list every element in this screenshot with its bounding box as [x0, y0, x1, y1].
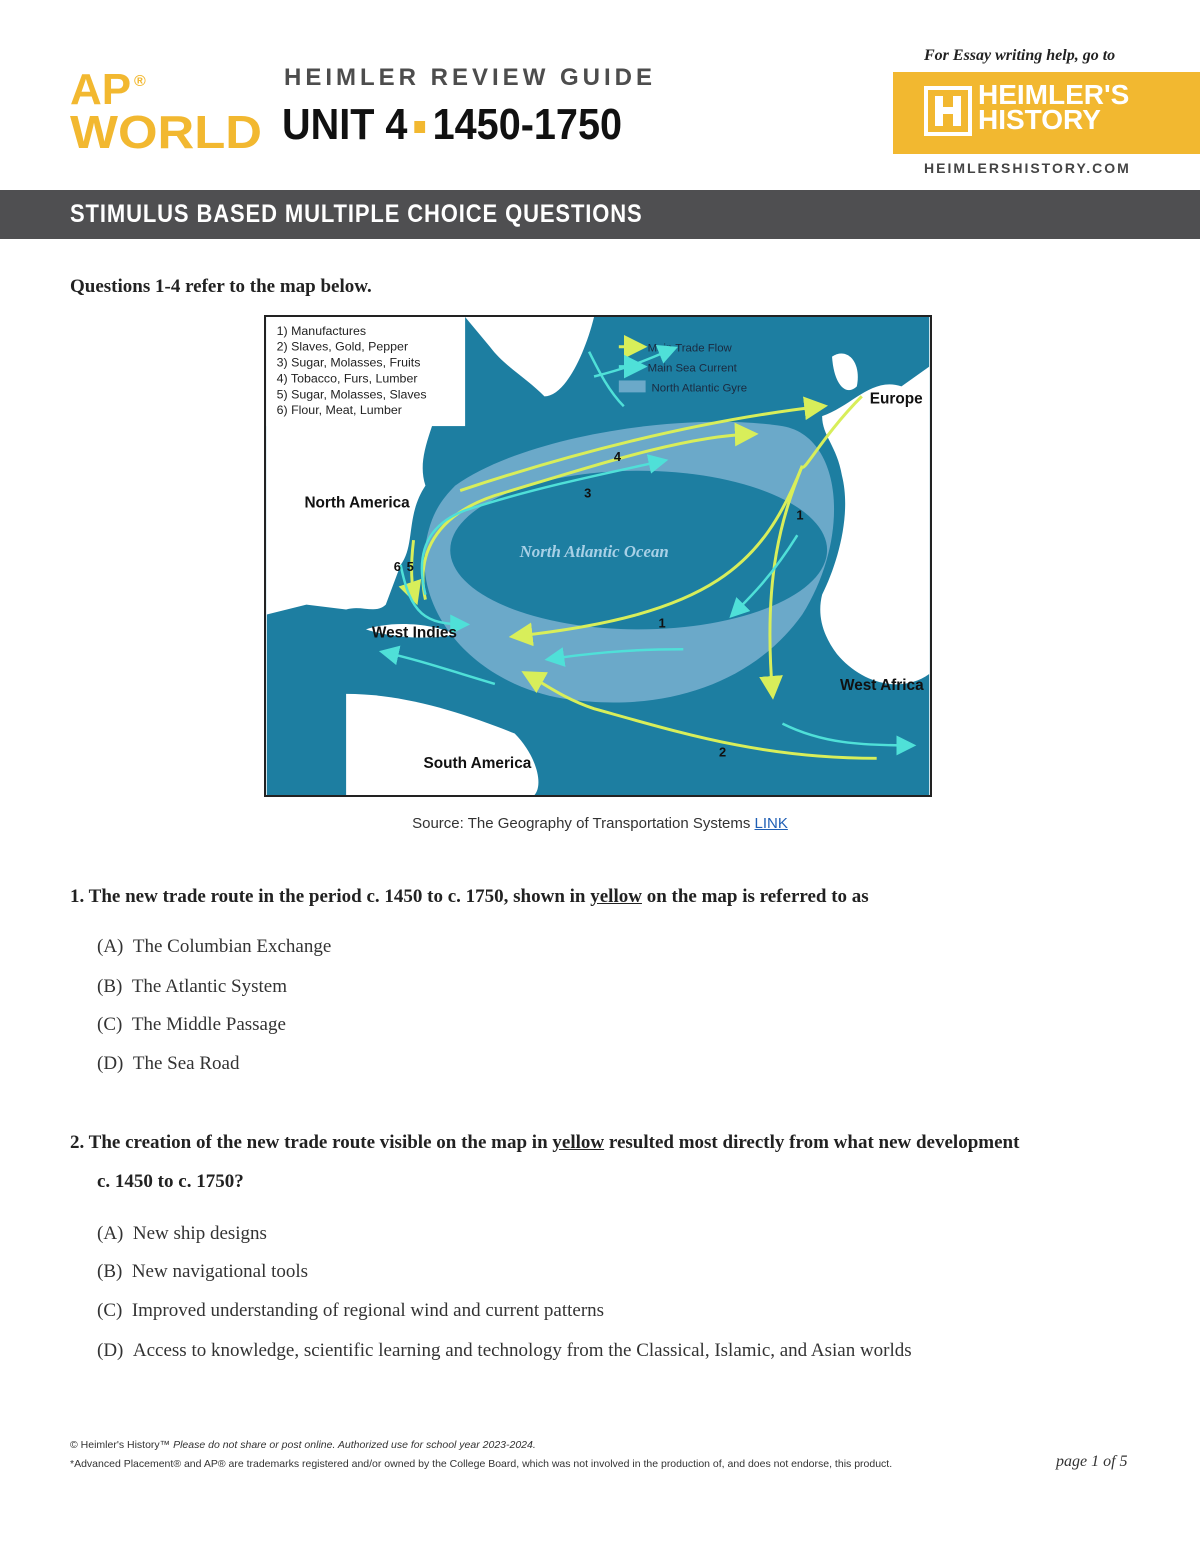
- footer-trademark: *Advanced Placement® and AP® are trademarks registered and/or owned by the College Board, which was not involved in the production of, and does not endorse, this product.: [70, 1458, 893, 1470]
- q1-option-d-text: The Sea Road: [132, 1053, 240, 1074]
- essay-help-text: For Essay writing help, go to: [924, 47, 1116, 64]
- legend-item-2: 2) Slaves, Gold, Pepper: [276, 339, 409, 354]
- q2-option-a-text: New ship designs: [132, 1223, 267, 1244]
- q1-option-b[interactable]: [97, 976, 287, 998]
- q2-option-a[interactable]: [97, 1223, 267, 1245]
- heimlers-h-logo-icon: [924, 86, 972, 136]
- question-2-line2: c. 1450 to c. 1750?: [97, 1171, 244, 1192]
- brand-line2: HISTORY: [978, 104, 1101, 135]
- q1-option-d-letter: (D): [97, 1053, 124, 1074]
- q2-option-a-letter: (A): [97, 1223, 124, 1244]
- route-label-4: 4: [613, 448, 622, 464]
- map-source: [0, 815, 1200, 832]
- q2-option-b[interactable]: [97, 1261, 308, 1283]
- label-ocean: North Atlantic Ocean: [519, 541, 669, 561]
- atlantic-trade-map: [264, 315, 932, 797]
- guide-label: HEIMLER REVIEW GUIDE: [284, 64, 657, 91]
- legend-item-1: 1) Manufactures: [276, 323, 367, 338]
- legend-item-6: 6) Flour, Meat, Lumber: [276, 403, 402, 418]
- question-1-text-after: on the map is referred to as: [646, 886, 869, 907]
- route-label-1b: 1: [658, 615, 666, 631]
- label-west-indies: West Indies: [371, 624, 457, 642]
- route-label-5: 5: [406, 558, 414, 574]
- ap-world-logo: [70, 66, 270, 154]
- footer-copyright-mark: © Heimler's History™: [70, 1439, 171, 1451]
- footer-notice: Please do not share or post online. Authorized use for school year 2023-2024.: [173, 1439, 536, 1451]
- q1-option-b-text: The Atlantic System: [131, 976, 287, 997]
- route-label-6: 6: [393, 558, 401, 574]
- ap-logo-line2: WORLD: [70, 106, 262, 154]
- source-link[interactable]: LINK: [754, 815, 788, 832]
- q2-option-d-letter: (D): [97, 1340, 124, 1361]
- q2-option-c-letter: (C): [97, 1300, 123, 1321]
- q1-option-a-text: The Columbian Exchange: [132, 936, 332, 957]
- key-gyre-label: North Atlantic Gyre: [651, 382, 748, 395]
- q2-option-b-letter: (B): [97, 1261, 123, 1282]
- legend-item-3: 3) Sugar, Molasses, Fruits: [276, 355, 421, 370]
- q1-option-c-text: The Middle Passage: [131, 1014, 286, 1035]
- questions-intro: Questions 1-4 refer to the map below.: [70, 276, 372, 297]
- key-gyre-swatch: [619, 380, 646, 392]
- q2-option-c-text: Improved understanding of regional wind and current patterns: [131, 1300, 605, 1321]
- route-label-1a: 1: [796, 507, 804, 523]
- legend-item-4: 4) Tobacco, Furs, Lumber: [276, 371, 418, 386]
- q2-option-c[interactable]: [97, 1300, 604, 1322]
- question-1: [70, 886, 869, 908]
- q1-option-a-letter: (A): [97, 936, 124, 957]
- q1-option-a[interactable]: [97, 936, 331, 958]
- brand-url[interactable]: HEIMLERSHISTORY.COM: [924, 160, 1131, 176]
- question-2-number: 2.: [70, 1132, 85, 1153]
- footer-copyright: [70, 1439, 536, 1451]
- q2-option-d[interactable]: [97, 1340, 912, 1362]
- brand-line1: HEIMLER'S: [978, 79, 1130, 110]
- label-south-america: South America: [423, 755, 532, 773]
- key-current-label: Main Sea Current: [647, 362, 737, 375]
- unit-title: [282, 100, 622, 150]
- q1-option-c-letter: (C): [97, 1014, 123, 1035]
- q1-option-b-letter: (B): [97, 976, 123, 997]
- label-west-africa: West Africa: [839, 676, 924, 694]
- question-1-number: 1.: [70, 886, 85, 907]
- q1-option-c[interactable]: [97, 1014, 286, 1036]
- key-trade-label: Main Trade Flow: [647, 342, 732, 355]
- brand-name: [978, 79, 1130, 135]
- ap-logo-line1: AP: [70, 66, 132, 114]
- section-title: STIMULUS BASED MULTIPLE CHOICE QUESTIONS: [70, 200, 643, 228]
- question-2-underlined: yellow: [552, 1132, 605, 1153]
- question-1-underlined: yellow: [590, 886, 642, 907]
- q2-option-b-text: New navigational tools: [131, 1261, 309, 1282]
- unit-label: UNIT 4: [282, 100, 408, 149]
- unit-period: 1450-1750: [432, 100, 623, 149]
- q2-option-d-text: Access to knowledge, scientific learning and technology from the Classical, Islamic, and Asian worlds: [132, 1340, 912, 1361]
- question-2-text-before: The creation of the new trade route visible on the map in: [88, 1132, 548, 1153]
- label-north-america: North America: [304, 494, 410, 512]
- legend-item-5: 5) Sugar, Molasses, Slaves: [276, 387, 427, 402]
- source-text: Source: The Geography of Transportation Systems: [412, 815, 751, 832]
- unit-dash-icon: [415, 121, 426, 133]
- label-europe: Europe: [869, 390, 923, 408]
- page-number: page 1 of 5: [1056, 1453, 1128, 1470]
- question-2: [70, 1132, 1019, 1154]
- route-label-3: 3: [584, 485, 592, 501]
- q1-option-d[interactable]: [97, 1053, 239, 1075]
- question-1-text-before: The new trade route in the period c. 1450 to c. 1750, shown in: [88, 886, 586, 907]
- ap-logo-registered: ®: [134, 73, 146, 90]
- route-label-2: 2: [718, 744, 727, 760]
- question-2-text-after: resulted most directly from what new development: [608, 1132, 1020, 1153]
